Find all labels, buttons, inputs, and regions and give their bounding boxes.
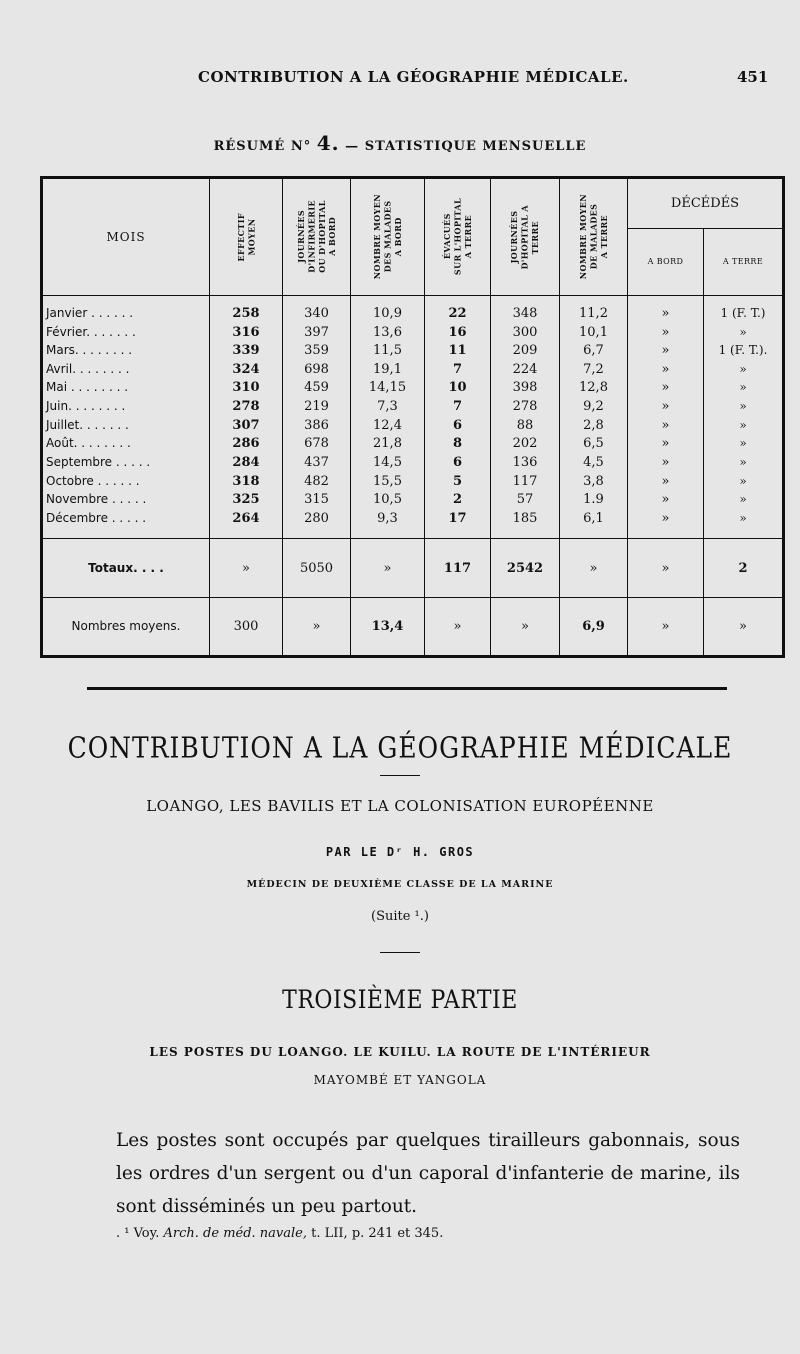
table-cell: 1 (F. T.) <box>704 304 784 323</box>
table-cell: 15,5 <box>351 472 425 491</box>
table-cell: 278 <box>491 397 560 416</box>
moyens-row <box>42 597 784 656</box>
table-row <box>42 416 784 435</box>
header-label-journees-infirmerie: JOURNÉES D'INFIRMERIE OU D'HOPITAL A BORD <box>295 200 337 274</box>
moyens-cell: 6,9 <box>560 597 628 656</box>
moyens-cell: 13,4 <box>351 597 425 656</box>
table-cell: » <box>628 490 704 509</box>
month-cell: Novembre . . . . . <box>46 492 147 507</box>
header-label-nombre-moyen-bord: NOMBRE MOYEN DES MALADES A BORD <box>371 194 403 280</box>
table-cell: 14,15 <box>351 379 425 398</box>
table-row <box>42 453 784 472</box>
header-label-journees-hopital-terre: JOURNÉES D'HOPITAL A TERRE <box>509 204 541 269</box>
spacer-row <box>42 295 784 304</box>
table-cell: 10,9 <box>351 304 425 323</box>
table-cell: 397 <box>283 323 351 342</box>
totaux-row <box>42 539 784 597</box>
totaux-cell: 2 <box>704 539 784 597</box>
table-cell: » <box>704 490 784 509</box>
table-cell: » <box>628 304 704 323</box>
col-header-journees-hopital-terre <box>491 178 560 296</box>
table-row <box>42 397 784 416</box>
table-cell: 88 <box>491 416 560 435</box>
month-cell: Septembre . . . . . <box>46 454 151 469</box>
table-row <box>42 490 784 509</box>
section-heading-line1: LES POSTES DU LOANGO. LE KUILU. LA ROUTE DE L'INTÉRIEUR <box>149 1045 651 1059</box>
header-label-effectif: EFFECTIF MOYEN <box>235 212 256 262</box>
table-cell: 386 <box>283 416 351 435</box>
table-row <box>42 472 784 491</box>
table-cell: » <box>628 453 704 472</box>
table-cell: 318 <box>210 472 283 491</box>
body-paragraph: Les postes sont occupés par quelques tirailleurs gabonnais, sous les ordres d'un sergent ou d'un caporal d'infanterie de marine, ils sont disséminés un peu partout. <box>116 1130 740 1217</box>
table-row <box>42 509 784 528</box>
col-header-a-terre: A TERRE <box>704 228 784 295</box>
header-label-evacues: ÉVACUÉS SUR L'HOPITAL A TERRE <box>441 198 473 276</box>
col-header-mois: MOIS <box>42 178 210 296</box>
table-cell: 11 <box>425 341 491 360</box>
table-cell: 10 <box>425 379 491 398</box>
table-cell: 1.9 <box>560 490 628 509</box>
month-cell: Mars. . . . . . . . <box>46 343 133 358</box>
table-cell: » <box>704 360 784 379</box>
article-title: CONTRIBUTION A LA GÉOGRAPHIE MÉDICALE <box>67 730 733 765</box>
table-row <box>42 323 784 342</box>
totaux-cell: » <box>560 539 628 597</box>
month-cell: Octobre . . . . . . <box>46 473 140 488</box>
totaux-cell: » <box>351 539 425 597</box>
footnote-marker: . ¹ Voy. <box>116 1226 160 1241</box>
month-cell: Avril. . . . . . . . <box>46 361 130 376</box>
table-cell: » <box>704 434 784 453</box>
table-cell: 324 <box>210 360 283 379</box>
totaux-cell: » <box>210 539 283 597</box>
monthly-statistics-table <box>40 176 785 658</box>
table-cell: 202 <box>491 434 560 453</box>
totaux-cell: » <box>628 539 704 597</box>
table-cell: 21,8 <box>351 434 425 453</box>
table-cell: 1 (F. T.). <box>704 341 784 360</box>
col-header-decedes: DÉCÉDÉS <box>628 178 784 229</box>
table-cell: 6 <box>425 416 491 435</box>
table-cell: » <box>704 397 784 416</box>
table-cell: 459 <box>283 379 351 398</box>
table-cell: 698 <box>283 360 351 379</box>
table-cell: 6,1 <box>560 509 628 528</box>
table-cell: » <box>704 323 784 342</box>
table-cell: 14,5 <box>351 453 425 472</box>
totaux-cell: Totaux. . . . <box>42 539 210 597</box>
footnote <box>116 1226 756 1241</box>
table-cell: 136 <box>491 453 560 472</box>
table-row <box>42 341 784 360</box>
table-cell: 286 <box>210 434 283 453</box>
table-cell: 5 <box>425 472 491 491</box>
table-cell: 258 <box>210 304 283 323</box>
table-cell: » <box>704 509 784 528</box>
table-cell: 7 <box>425 397 491 416</box>
table-cell: 7,2 <box>560 360 628 379</box>
table-cell: 359 <box>283 341 351 360</box>
month-cell: Mai . . . . . . . . <box>46 380 129 395</box>
table-cell: 9,2 <box>560 397 628 416</box>
table-cell: 9,3 <box>351 509 425 528</box>
table-cell: 12,4 <box>351 416 425 435</box>
table-cell: 16 <box>425 323 491 342</box>
table-cell: 325 <box>210 490 283 509</box>
table-cell: 7,3 <box>351 397 425 416</box>
col-header-nombre-moyen-bord <box>351 178 425 296</box>
table-cell: » <box>628 341 704 360</box>
footnote-rest: t. LII, p. 241 et 345. <box>311 1226 444 1241</box>
table-cell: » <box>628 416 704 435</box>
table-cell: 11,5 <box>351 341 425 360</box>
table-cell: 4,5 <box>560 453 628 472</box>
totaux-cell: 5050 <box>283 539 351 597</box>
page-number: 451 <box>737 68 769 86</box>
month-cell: Juillet. . . . . . . <box>46 417 129 432</box>
table-cell: 224 <box>491 360 560 379</box>
table-cell: 57 <box>491 490 560 509</box>
resume-prefix: RÉSUMÉ N° <box>213 139 312 154</box>
table-cell: 13,6 <box>351 323 425 342</box>
month-cell: Août. . . . . . . . <box>46 436 131 451</box>
table-cell: 398 <box>491 379 560 398</box>
moyens-cell: » <box>704 597 784 656</box>
table-cell: 2,8 <box>560 416 628 435</box>
moyens-cell: » <box>491 597 560 656</box>
month-cell: Janvier . . . . . . <box>46 305 134 320</box>
resume-title: — STATISTIQUE MENSUELLE <box>345 139 587 154</box>
month-cell: Février. . . . . . . <box>46 324 136 339</box>
table-cell: 315 <box>283 490 351 509</box>
table-cell: 2 <box>425 490 491 509</box>
table-cell: 310 <box>210 379 283 398</box>
table-row <box>42 360 784 379</box>
table-cell: 3,8 <box>560 472 628 491</box>
table-cell: » <box>628 509 704 528</box>
part-title: TROISIÈME PARTIE <box>282 986 518 1015</box>
totaux-cell: 2542 <box>491 539 560 597</box>
table-cell: » <box>704 416 784 435</box>
table-cell: 264 <box>210 509 283 528</box>
table-row <box>42 379 784 398</box>
table-cell: 11,2 <box>560 304 628 323</box>
table-cell: 6,5 <box>560 434 628 453</box>
table-cell: 185 <box>491 509 560 528</box>
table-cell: 10,1 <box>560 323 628 342</box>
col-header-journees-infirmerie <box>283 178 351 296</box>
spacer-row <box>42 528 784 539</box>
table-cell: 219 <box>283 397 351 416</box>
table-cell: » <box>628 360 704 379</box>
table-cell: » <box>628 434 704 453</box>
table-cell: 300 <box>491 323 560 342</box>
table-cell: 316 <box>210 323 283 342</box>
table-cell: 6 <box>425 453 491 472</box>
moyens-cell: 300 <box>210 597 283 656</box>
table-cell: 17 <box>425 509 491 528</box>
resume-number: 4. <box>316 131 340 155</box>
table-cell: 307 <box>210 416 283 435</box>
table-cell: 117 <box>491 472 560 491</box>
suite-rule <box>380 952 420 953</box>
table-cell: » <box>628 323 704 342</box>
table-row <box>42 304 784 323</box>
table-cell: 678 <box>283 434 351 453</box>
table-body <box>42 295 784 539</box>
table-cell: » <box>628 379 704 398</box>
table-cell: 482 <box>283 472 351 491</box>
header-row <box>42 178 784 229</box>
separator-rule <box>87 687 727 690</box>
table-cell: 284 <box>210 453 283 472</box>
table-cell: » <box>628 472 704 491</box>
table-cell: 7 <box>425 360 491 379</box>
col-header-nombre-moyen-terre <box>560 178 628 296</box>
col-header-evacues <box>425 178 491 296</box>
article-subtitle: LOANGO, LES BAVILIS ET LA COLONISATION EUROPÉENNE <box>146 797 654 815</box>
col-header-effectif <box>210 178 283 296</box>
table-cell: 12,8 <box>560 379 628 398</box>
moyens-cell: » <box>283 597 351 656</box>
moyens-cell: » <box>628 597 704 656</box>
footnote-reference: Arch. de méd. navale, <box>163 1226 308 1241</box>
table-cell: 339 <box>210 341 283 360</box>
table-cell: 6,7 <box>560 341 628 360</box>
running-title: CONTRIBUTION A LA GÉOGRAPHIE MÉDICALE. <box>198 68 629 86</box>
table-cell: » <box>704 453 784 472</box>
author-rank: MÉDECIN DE DEUXIÈME CLASSE DE LA MARINE <box>246 879 554 890</box>
table-cell: » <box>704 379 784 398</box>
table-cell: 19,1 <box>351 360 425 379</box>
table-cell: 437 <box>283 453 351 472</box>
table-cell: 278 <box>210 397 283 416</box>
table-row <box>42 434 784 453</box>
totaux-cell: 117 <box>425 539 491 597</box>
running-head <box>0 68 800 88</box>
table-cell: 209 <box>491 341 560 360</box>
resume-heading <box>0 131 800 155</box>
table-cell: » <box>628 397 704 416</box>
title-rule <box>380 775 420 776</box>
month-cell: Décembre . . . . . <box>46 510 147 525</box>
month-cell: Juin. . . . . . . . <box>46 399 126 414</box>
col-header-a-bord: A BORD <box>628 228 704 295</box>
suite-note: (Suite ¹.) <box>371 909 429 924</box>
table-cell: » <box>704 472 784 491</box>
table-cell: 8 <box>425 434 491 453</box>
moyens-cell: Nombres moyens. <box>42 597 210 656</box>
section-heading-line2: MAYOMBÉ ET YANGOLA <box>313 1073 487 1087</box>
table-cell: 340 <box>283 304 351 323</box>
table-cell: 280 <box>283 509 351 528</box>
table-cell: 22 <box>425 304 491 323</box>
table-cell: 348 <box>491 304 560 323</box>
header-label-nombre-moyen-terre: NOMBRE MOYEN DE MALADES A TERRE <box>577 194 609 280</box>
table-cell: 10,5 <box>351 490 425 509</box>
moyens-cell: » <box>425 597 491 656</box>
article-byline: PAR LE Dʳ H. GROS <box>325 845 475 859</box>
